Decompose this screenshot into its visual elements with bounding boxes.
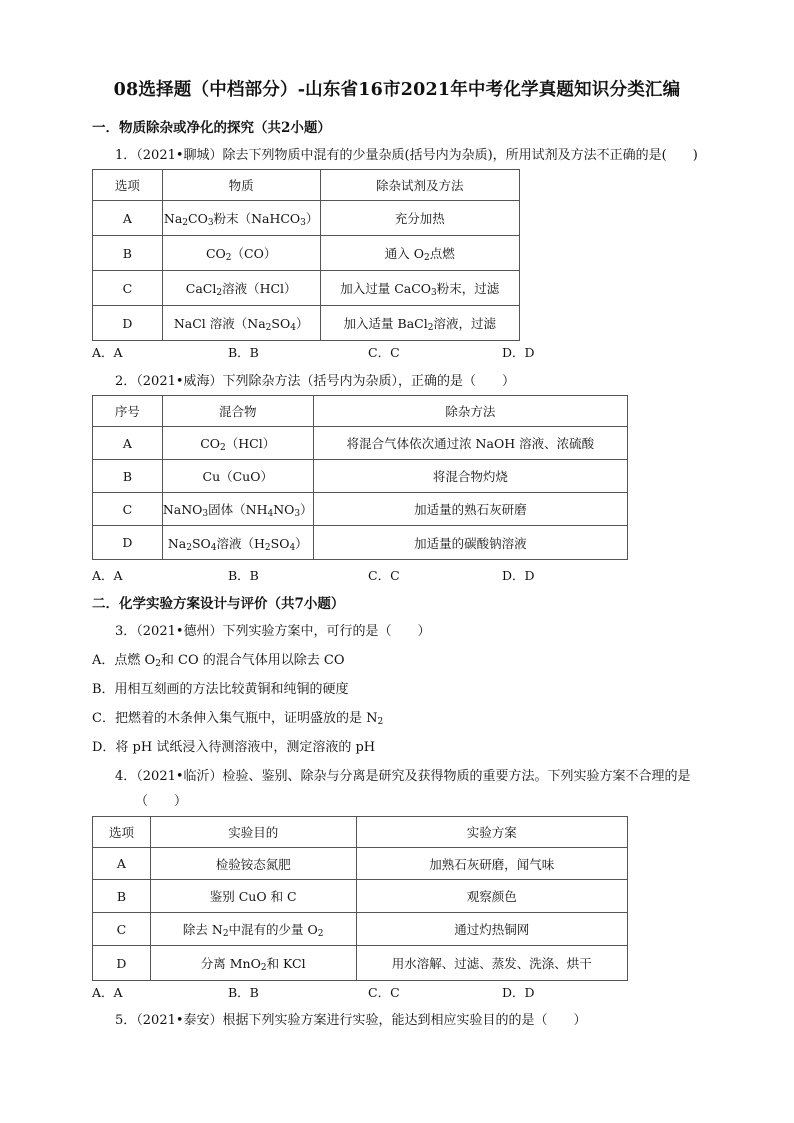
question-5-stem: 5．（2021•泰安）根据下列实验方案进行实验，能达到相应实验目的的是（ ） (115, 1013, 587, 1028)
question-1-stem: 1．（2021•聊城）除去下列物质中混有的少量杂质(括号内为杂质)，所用试剂及方法不正确的是( ) (115, 148, 698, 163)
answer-option[interactable]: D．D (502, 568, 535, 583)
option-cell: C (93, 493, 163, 526)
purpose-cell: 除去 $N_2$中混有的少量 $O_2$ (150, 913, 356, 946)
question-3-option-d[interactable]: D．将 pH 试纸浸入待测溶液中，测定溶液的 pH (92, 740, 376, 755)
table-row (93, 271, 520, 306)
table-row (93, 946, 628, 981)
table-header-cell: 选项 (93, 170, 163, 201)
method-cell: 将混合物灼烧 (313, 460, 627, 493)
mixture-cell: Cu（CuO） (162, 460, 313, 493)
question-4-answers (92, 983, 652, 999)
question-2-stem: 2．（2021•威海）下列除杂方法（括号内为杂质），正确的是（ ） (115, 374, 516, 389)
method-cell: 加适量的碳酸钠溶液 (313, 526, 627, 560)
table-row (93, 306, 520, 341)
table-header-row (93, 396, 628, 427)
mixture-cell: $Na_2SO_4$溶液$(H_2SO_4)$ (162, 526, 313, 560)
table-row (93, 848, 628, 880)
page-title: 08选择题（中档部分）-山东省16市2021年中考化学真题知识分类汇编 (113, 80, 681, 100)
option-cell: C (93, 913, 151, 946)
option-cell: D (93, 526, 163, 560)
table-header-cell: 物质 (162, 170, 320, 201)
table-header-cell: 除杂方法 (313, 396, 627, 427)
table-header-cell: 实验方案 (356, 817, 627, 848)
answer-option[interactable]: B．B (228, 345, 259, 360)
table-header-row (93, 170, 520, 201)
table-header-cell: 除杂试剂及方法 (320, 170, 519, 201)
answer-option[interactable]: D．D (502, 345, 535, 360)
question-4-stem: 4．（2021•临沂）检验、鉴别、除杂与分离是研究及获得物质的重要方法。下列实验方案不合理的是 (115, 769, 691, 784)
answer-option[interactable]: B．B (228, 985, 259, 1000)
option-cell: B (93, 236, 163, 271)
question-2-answers (92, 566, 652, 582)
question-4-stem-continued: （ ） (135, 794, 188, 809)
table-row (93, 526, 628, 560)
purpose-cell: 分离 MnO$_2$和 KCl (150, 946, 356, 981)
answer-option[interactable]: C．C (368, 985, 400, 1000)
substance-cell: $CO_2(CO)$ (162, 236, 320, 271)
purpose-cell: 检验铵态氮肥 (150, 848, 356, 880)
option-cell: B (93, 880, 151, 913)
method-cell: 将混合气体依次通过浓 NaOH 溶液、浓硫酸 (313, 427, 627, 460)
table-header-cell: 实验目的 (150, 817, 356, 848)
option-cell: D (93, 946, 151, 981)
answer-option[interactable]: A．A (92, 345, 123, 360)
purpose-cell: 鉴别 CuO 和 C (150, 880, 356, 913)
table-header-cell: 选项 (93, 817, 151, 848)
question-3-stem: 3．（2021•德州）下列实验方案中，可行的是（ ） (115, 624, 431, 639)
section-heading-1: 一．物质除杂或净化的探究（共2小题） (92, 120, 331, 136)
question-3-option-a[interactable]: A．点燃 $O_2$和 CO 的混合气体用以除去 CO (92, 653, 345, 669)
answer-option[interactable]: A．A (92, 985, 123, 1000)
section-heading-2: 二．化学实验方案设计与评价（共7小题） (92, 596, 345, 612)
question-1-table (92, 169, 520, 341)
question-4-table (92, 816, 628, 981)
answer-option[interactable]: C．C (368, 568, 400, 583)
method-cell: 充分加热 (320, 201, 519, 236)
table-row (93, 880, 628, 913)
substance-cell: NaCl 溶液$(Na_2SO_4)$ (162, 306, 320, 341)
answer-option[interactable]: C．C (368, 345, 400, 360)
table-row (93, 493, 628, 526)
plan-cell: 加熟石灰研磨，闻气味 (356, 848, 627, 880)
option-cell: A (93, 201, 163, 236)
method-cell: 加入过量 CaCO$_3$粉末，过滤 (320, 271, 519, 306)
substance-cell: $Na_2CO_3$粉末（NaHCO$_3$） (162, 201, 320, 236)
question-3-option-b[interactable]: B．用相互刻画的方法比较黄铜和纯铜的硬度 (92, 682, 349, 697)
method-cell: 加适量的熟石灰研磨 (313, 493, 627, 526)
table-header-cell: 混合物 (162, 396, 313, 427)
table-row (93, 427, 628, 460)
option-cell: A (93, 427, 163, 460)
table-row (93, 236, 520, 271)
answer-option[interactable]: B．B (228, 568, 259, 583)
plan-cell: 观察颜色 (356, 880, 627, 913)
table-header-cell: 序号 (93, 396, 163, 427)
answer-option[interactable]: A．A (92, 568, 123, 583)
question-1-answers (92, 343, 652, 359)
plan-cell: 用水溶解、过滤、蒸发、洗涤、烘干 (356, 946, 627, 981)
method-cell: 通入 $O_2$点燃 (320, 236, 519, 271)
mixture-cell: $CO_2(HCl)$ (162, 427, 313, 460)
option-cell: A (93, 848, 151, 880)
option-cell: D (93, 306, 163, 341)
substance-cell: CaCl$_2$溶液（HCl） (162, 271, 320, 306)
table-header-row (93, 817, 628, 848)
question-3-option-c[interactable]: C．把燃着的木条伸入集气瓶中，证明盛放的是 $N_2$ (92, 711, 384, 727)
table-row (93, 201, 520, 236)
plan-cell: 通过灼热铜网 (356, 913, 627, 946)
mixture-cell: NaNO$_3$固体$(NH_4NO_3)$ (162, 493, 313, 526)
table-row (93, 460, 628, 493)
option-cell: B (93, 460, 163, 493)
option-cell: C (93, 271, 163, 306)
table-row (93, 913, 628, 946)
answer-option[interactable]: D．D (502, 985, 535, 1000)
question-2-table (92, 395, 628, 560)
method-cell: 加入适量 BaCl$_2$溶液，过滤 (320, 306, 519, 341)
